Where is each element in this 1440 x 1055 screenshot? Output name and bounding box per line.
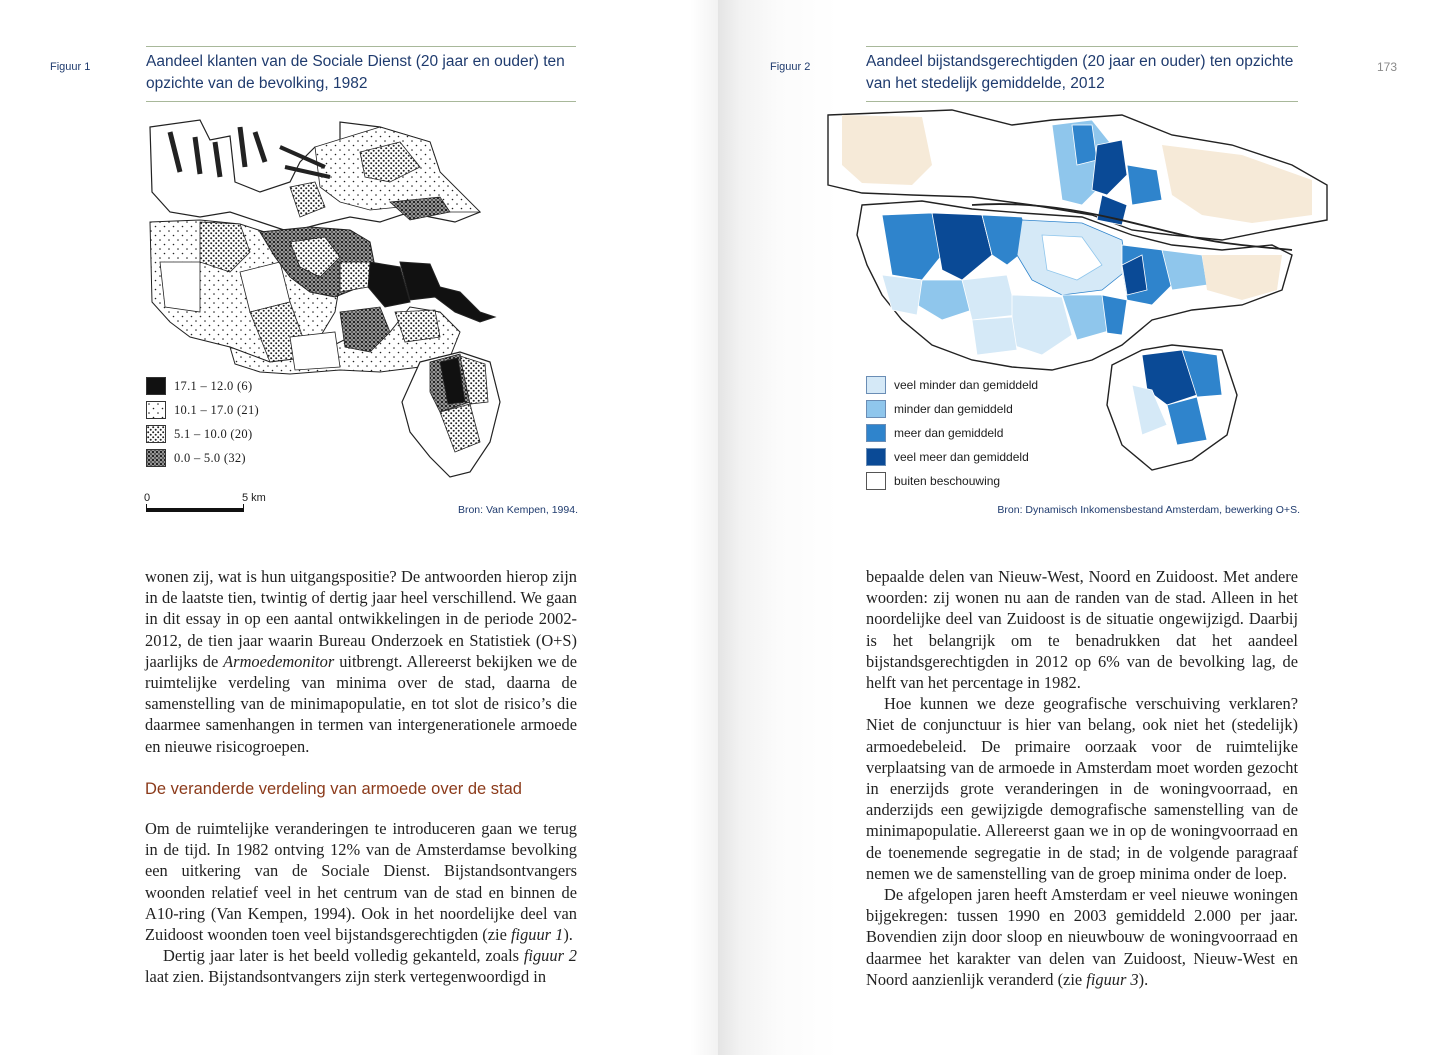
paragraph: Om de ruimtelijke veranderingen te introduceren gaan we terug in de tijd. In 1982 ontving 12% van de Amsterdamse bevolking een uitkering van de Sociale Dienst. Bijstandsontvangers woonden relatief veel in het centrum van de stad en binnen de A10-ring (Van Kempen, 1994). Ook in het noordelijke deel van Zuidoost woonden toen veel bijstandsgerechtigden (zie figuur 1).: [145, 819, 577, 945]
legend-label: 0.0 – 5.0 (32): [174, 450, 246, 465]
body-text: [145, 818, 577, 988]
legend-item: [866, 469, 1038, 493]
legend-item: [146, 398, 259, 422]
section-heading: De veranderde verdeling van armoede over de stad: [145, 780, 522, 798]
page-number: 173: [1377, 60, 1398, 74]
paragraph: bepaalde delen van Nieuw-West, Noord en Zuidoost. Met andere woorden: zij wonen nu aan de randen van de stad. Alleen in het noordelijke deel van Zuidoost is de situatie ongewijzigd. Daarbij is het belangrijk om te benadrukken dat het aandeel bijstandsgerechtigden in 2012 op 6% van de bevolking lag, de helft van het percentage in 1982.: [866, 567, 1298, 693]
legend-swatch: [866, 472, 886, 490]
figure-label: Figuur 2: [770, 61, 811, 73]
scale-bar: [144, 492, 274, 520]
paragraph: Hoe kunnen we deze geografische verschuiving verklaren? Niet de conjunctuur is hier van belang, ook niet het (stedelijk) armoedebeleid. De primaire oorzaak voor de ruimtelijke verplaatsing van de armoede in Amsterdam moet worden gezocht in enerzijds grote veranderingen in de woningvoorraad, en anderzijds een gewijzigde demografische samenstelling van de minimapopulatie. Allereerst gaan we in op de woningvoorraad en de toenemende segregatie in de stad; in de volgende paragraaf nemen we de samenstelling van de groep minima onder de loep.: [866, 694, 1298, 883]
legend-item: [866, 445, 1038, 469]
legend-2012: [866, 373, 1038, 493]
body-text: [866, 566, 1298, 990]
right-page: [718, 0, 1440, 1055]
legend-item: [866, 373, 1038, 397]
figure-title: Aandeel klanten van de Sociale Dienst (20 jaar en ouder) ten opzichte van de bevolking, 1982: [146, 53, 565, 92]
legend-label: minder dan gemiddeld: [894, 402, 1013, 416]
legend-item: [866, 421, 1038, 445]
legend-item: [146, 374, 259, 398]
source-note: Bron: Dynamisch Inkomensbestand Amsterdam, bewerking O+S.: [997, 504, 1300, 516]
legend-label: veel minder dan gemiddeld: [894, 378, 1039, 392]
legend-swatch: [866, 448, 886, 466]
legend-label: 5.1 – 10.0 (20): [174, 426, 253, 441]
legend-swatch: [146, 377, 166, 395]
legend-swatch: [866, 400, 886, 418]
scale-start: 0: [144, 492, 151, 504]
legend-label: veel meer dan gemiddeld: [894, 450, 1029, 464]
legend-label: buiten beschouwing: [894, 474, 1001, 488]
legend-item: [146, 422, 259, 446]
legend-item: [146, 446, 259, 470]
left-page: [0, 0, 718, 1055]
legend-swatch: [146, 425, 166, 443]
legend-swatch: [866, 424, 886, 442]
paragraph: De afgelopen jaren heeft Amsterdam er veel nieuwe woningen bijgekregen: tussen 1990 en 2003 gemiddeld 2.000 per jaar. Bovendien zijn door sloop en nieuwbouw de woningvoorraad en daarmee het karakter van delen van Zuidoost, Nieuw-West en Noord aanzienlijk veranderd (zie figuur 3).: [866, 885, 1298, 989]
legend-1982: [146, 374, 259, 470]
figure-title-box: [146, 46, 576, 102]
scale-end: 5 km: [242, 492, 266, 504]
paragraph: Dertig jaar later is het beeld volledig gekanteld, zoals figuur 2 laat zien. Bijstandsontvangers zijn sterk vertegenwoordigd in: [145, 946, 577, 987]
legend-label: 17.1 – 12.0 (6): [174, 378, 253, 393]
legend-item: [866, 397, 1038, 421]
figure-label: Figuur 1: [50, 61, 91, 73]
body-text: [145, 566, 577, 757]
figure-title: Aandeel bijstandsgerechtigden (20 jaar en ouder) ten opzichte van het stedelijk gemiddelde, 2012: [866, 53, 1294, 92]
legend-label: meer dan gemiddeld: [894, 426, 1004, 440]
source-note: Bron: Van Kempen, 1994.: [457, 504, 578, 516]
legend-swatch: [146, 401, 166, 419]
legend-swatch: [866, 376, 886, 394]
legend-swatch: [146, 449, 166, 467]
legend-label: 10.1 – 17.0 (21): [174, 402, 259, 417]
figure-title-box: [866, 46, 1298, 102]
paragraph: wonen zij, wat is hun uitgangspositie? De antwoorden hierop zijn in de laatste tien, twintig of dertig jaar heel verschillend. We gaan in dit essay in op een aantal ontwikkelingen in de periode 2002-2012, de tien jaar waarin Bureau Onderzoek en Statistiek (O+S) jaarlijks de Armoedemonitor uitbrengt. Allereerst bekijken we de ruimtelijke verdeling van minima over de stad, daarna de samenstelling van de minimapopulatie, en tot slot de risico’s die daarmee samenhangen in termen van intergenerationele armoede en nieuwe risicogroepen.: [145, 567, 577, 756]
